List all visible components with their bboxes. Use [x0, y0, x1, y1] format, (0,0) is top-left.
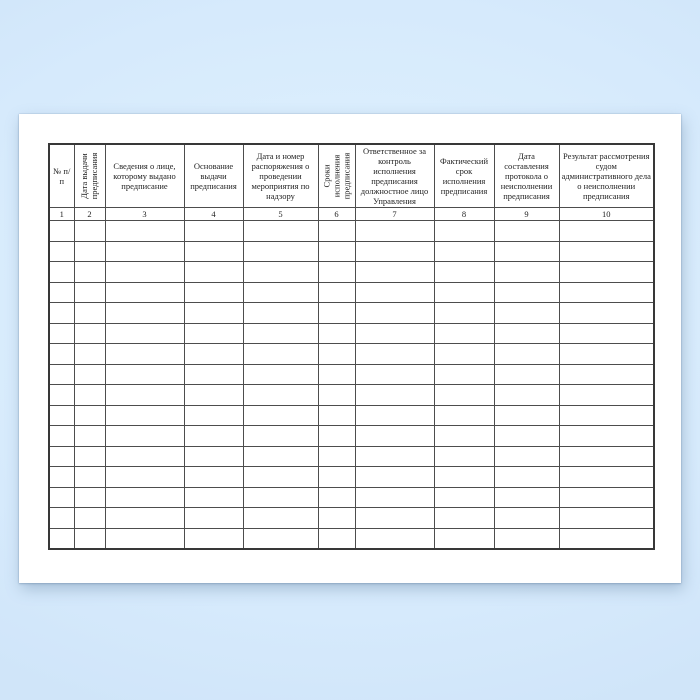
empty-cell — [243, 528, 318, 549]
empty-cell — [355, 282, 434, 303]
empty-cell — [243, 364, 318, 385]
empty-cell — [559, 385, 654, 406]
empty-cell — [243, 323, 318, 344]
column-number-4: 4 — [184, 208, 243, 221]
empty-cell — [184, 385, 243, 406]
empty-cell — [434, 508, 494, 529]
empty-row — [49, 262, 654, 283]
empty-cell — [105, 221, 184, 242]
empty-cell — [49, 221, 74, 242]
empty-cell — [184, 467, 243, 488]
empty-cell — [105, 426, 184, 447]
empty-cell — [434, 303, 494, 324]
empty-cell — [494, 385, 559, 406]
empty-cell — [74, 282, 105, 303]
empty-cell — [243, 405, 318, 426]
empty-cell — [184, 405, 243, 426]
empty-cell — [559, 241, 654, 262]
empty-cell — [559, 446, 654, 467]
column-header-2 — [74, 144, 105, 208]
empty-cell — [355, 221, 434, 242]
empty-cell — [184, 364, 243, 385]
empty-cell — [559, 344, 654, 365]
empty-cell — [355, 303, 434, 324]
empty-cell — [49, 528, 74, 549]
empty-cell — [49, 364, 74, 385]
empty-cell — [434, 282, 494, 303]
empty-cell — [318, 467, 355, 488]
column-header-10: Результат рассмотрения судом административного дела о неисполнении предписания — [559, 144, 654, 208]
column-number-row — [49, 208, 654, 221]
column-header-label-vertical: Сроки исполнения предписания — [320, 152, 351, 200]
empty-cell — [105, 446, 184, 467]
empty-cell — [355, 262, 434, 283]
empty-cell — [74, 487, 105, 508]
empty-cell — [243, 262, 318, 283]
empty-cell — [434, 323, 494, 344]
empty-cell — [49, 426, 74, 447]
empty-cell — [184, 426, 243, 447]
empty-cell — [49, 282, 74, 303]
empty-cell — [74, 528, 105, 549]
empty-cell — [105, 282, 184, 303]
empty-row — [49, 528, 654, 549]
empty-cell — [243, 446, 318, 467]
empty-cell — [355, 426, 434, 447]
empty-cell — [434, 364, 494, 385]
empty-cell — [74, 364, 105, 385]
empty-cell — [494, 221, 559, 242]
empty-row — [49, 241, 654, 262]
column-header-9: Дата составления протокола о неисполнении предписания — [494, 144, 559, 208]
empty-cell — [49, 508, 74, 529]
column-header-6 — [318, 144, 355, 208]
empty-row — [49, 426, 654, 447]
empty-cell — [559, 262, 654, 283]
empty-cell — [74, 426, 105, 447]
column-number-2: 2 — [74, 208, 105, 221]
empty-cell — [318, 508, 355, 529]
empty-cell — [184, 262, 243, 283]
empty-cell — [318, 262, 355, 283]
empty-cell — [434, 467, 494, 488]
empty-row — [49, 282, 654, 303]
empty-cell — [559, 323, 654, 344]
empty-cell — [434, 221, 494, 242]
empty-cell — [49, 262, 74, 283]
empty-cell — [318, 303, 355, 324]
empty-cell — [49, 446, 74, 467]
empty-cell — [49, 344, 74, 365]
empty-cell — [494, 528, 559, 549]
empty-cell — [559, 467, 654, 488]
empty-cell — [74, 323, 105, 344]
empty-cell — [559, 487, 654, 508]
empty-cell — [434, 344, 494, 365]
empty-cell — [74, 385, 105, 406]
empty-cell — [74, 344, 105, 365]
empty-cell — [49, 241, 74, 262]
empty-cell — [318, 364, 355, 385]
empty-cell — [494, 364, 559, 385]
empty-cell — [355, 385, 434, 406]
empty-cell — [494, 405, 559, 426]
empty-cell — [494, 241, 559, 262]
empty-cell — [494, 344, 559, 365]
empty-cell — [105, 405, 184, 426]
empty-cell — [318, 528, 355, 549]
empty-row — [49, 385, 654, 406]
empty-cell — [494, 303, 559, 324]
empty-row — [49, 364, 654, 385]
empty-cell — [184, 508, 243, 529]
empty-cell — [355, 528, 434, 549]
prescriptions-register-table — [48, 143, 655, 550]
empty-cell — [184, 241, 243, 262]
empty-row — [49, 446, 654, 467]
empty-cell — [74, 241, 105, 262]
empty-cell — [318, 487, 355, 508]
empty-row — [49, 323, 654, 344]
empty-cell — [559, 426, 654, 447]
column-number-6: 6 — [318, 208, 355, 221]
empty-cell — [49, 303, 74, 324]
empty-cell — [184, 303, 243, 324]
empty-cell — [74, 446, 105, 467]
empty-cell — [559, 282, 654, 303]
empty-cell — [49, 405, 74, 426]
empty-cell — [105, 385, 184, 406]
empty-cell — [243, 221, 318, 242]
empty-cell — [434, 487, 494, 508]
column-number-1: 1 — [49, 208, 74, 221]
empty-row — [49, 405, 654, 426]
empty-cell — [355, 467, 434, 488]
empty-cell — [74, 467, 105, 488]
empty-cell — [559, 221, 654, 242]
empty-cell — [355, 405, 434, 426]
empty-cell — [559, 303, 654, 324]
empty-cell — [184, 528, 243, 549]
empty-cell — [355, 487, 434, 508]
empty-cell — [355, 364, 434, 385]
empty-cell — [434, 241, 494, 262]
empty-cell — [494, 262, 559, 283]
empty-cell — [318, 405, 355, 426]
column-header-7: Ответственное за контроль исполнения предписания должностное лицо Управления — [355, 144, 434, 208]
empty-cell — [318, 282, 355, 303]
empty-cell — [105, 364, 184, 385]
empty-cell — [318, 241, 355, 262]
empty-cell — [434, 426, 494, 447]
empty-cell — [105, 303, 184, 324]
empty-cell — [105, 528, 184, 549]
empty-cell — [318, 426, 355, 447]
empty-cell — [355, 508, 434, 529]
empty-cell — [74, 508, 105, 529]
empty-cell — [355, 241, 434, 262]
empty-cell — [184, 446, 243, 467]
column-number-5: 5 — [243, 208, 318, 221]
empty-cell — [434, 385, 494, 406]
empty-row — [49, 221, 654, 242]
empty-cell — [74, 221, 105, 242]
column-header-3: Сведения о лице, которому выдано предписание — [105, 144, 184, 208]
empty-cell — [318, 221, 355, 242]
column-number-3: 3 — [105, 208, 184, 221]
empty-cell — [559, 508, 654, 529]
empty-cell — [49, 323, 74, 344]
empty-cell — [243, 426, 318, 447]
empty-cell — [105, 467, 184, 488]
empty-cell — [559, 405, 654, 426]
empty-cell — [318, 385, 355, 406]
empty-cell — [243, 344, 318, 365]
empty-cell — [243, 487, 318, 508]
empty-row — [49, 467, 654, 488]
empty-cell — [105, 508, 184, 529]
empty-cell — [318, 344, 355, 365]
empty-cell — [243, 282, 318, 303]
empty-cell — [243, 303, 318, 324]
empty-cell — [74, 262, 105, 283]
empty-cell — [105, 344, 184, 365]
column-header-1: № п/п — [49, 144, 74, 208]
empty-cell — [243, 467, 318, 488]
empty-cell — [243, 241, 318, 262]
empty-cell — [243, 508, 318, 529]
empty-cell — [494, 323, 559, 344]
empty-cell — [318, 323, 355, 344]
empty-cell — [74, 405, 105, 426]
empty-cell — [243, 385, 318, 406]
empty-cell — [184, 323, 243, 344]
empty-cell — [559, 364, 654, 385]
empty-cell — [105, 241, 184, 262]
empty-cell — [494, 487, 559, 508]
empty-cell — [494, 282, 559, 303]
empty-cell — [49, 487, 74, 508]
empty-cell — [184, 221, 243, 242]
empty-cell — [184, 344, 243, 365]
empty-cell — [74, 303, 105, 324]
empty-cell — [105, 487, 184, 508]
empty-cell — [355, 446, 434, 467]
empty-cell — [105, 323, 184, 344]
column-header-label-vertical: Дата выдачи предписания — [78, 152, 99, 200]
column-header-5: Дата и номер распоряжения о проведении мероприятия по надзору — [243, 144, 318, 208]
column-number-9: 9 — [494, 208, 559, 221]
empty-cell — [494, 508, 559, 529]
empty-cell — [105, 262, 184, 283]
column-header-8: Фактический срок исполнения предписания — [434, 144, 494, 208]
column-number-10: 10 — [559, 208, 654, 221]
empty-cell — [434, 262, 494, 283]
empty-row — [49, 344, 654, 365]
empty-cell — [355, 323, 434, 344]
empty-cell — [184, 487, 243, 508]
column-header-4: Основание выдачи предписания — [184, 144, 243, 208]
empty-cell — [494, 426, 559, 447]
empty-cell — [434, 446, 494, 467]
empty-cell — [49, 467, 74, 488]
column-number-8: 8 — [434, 208, 494, 221]
document-page — [19, 114, 681, 583]
empty-row — [49, 487, 654, 508]
table-header-row — [49, 144, 654, 208]
empty-row — [49, 303, 654, 324]
empty-cell — [494, 467, 559, 488]
empty-cell — [184, 282, 243, 303]
empty-cell — [559, 528, 654, 549]
column-number-7: 7 — [355, 208, 434, 221]
empty-cell — [434, 405, 494, 426]
empty-cell — [434, 528, 494, 549]
empty-cell — [49, 385, 74, 406]
empty-cell — [494, 446, 559, 467]
empty-cell — [318, 446, 355, 467]
empty-row — [49, 508, 654, 529]
empty-cell — [355, 344, 434, 365]
